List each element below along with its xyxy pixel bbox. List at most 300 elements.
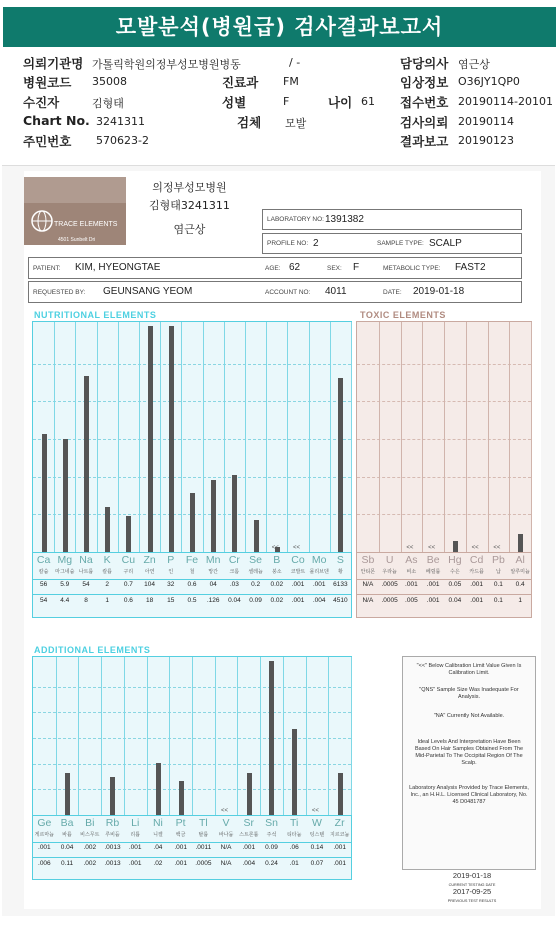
nutritional-symbol-fe: Fe xyxy=(185,554,199,566)
logo-text: TRACE ELEMENTS xyxy=(54,221,118,228)
toxic-reference-cd: .001 xyxy=(470,597,483,604)
toxic-name-al: 알루미늄 xyxy=(510,569,530,575)
toxic-result-as: .001 xyxy=(405,581,418,588)
toxic-result-pb: 0.1 xyxy=(493,581,503,588)
toxic-symbol-be: Be xyxy=(426,554,440,566)
nutritional-result-s: 6133 xyxy=(333,581,348,588)
additional-column-v xyxy=(215,657,239,815)
additional-reference-v: N/A xyxy=(220,860,232,867)
toxic-column-sb xyxy=(357,322,380,552)
nutritional-column-k xyxy=(97,322,119,552)
current-label: CURRENT TESTING DATE xyxy=(448,883,496,887)
additional-symbol-sn: Sn xyxy=(265,817,278,829)
toxic-symbol-as: As xyxy=(405,554,418,566)
req-date-label: 검사의뢰 xyxy=(400,115,449,130)
additional-row-divider xyxy=(33,842,351,843)
additional-name-sr: 스트론튬 xyxy=(239,832,259,838)
toxic-name-pb: 납 xyxy=(495,569,501,575)
logo-address: 4501 Sunbelt Dri xyxy=(58,237,96,243)
additional-reference-zr: .001 xyxy=(333,860,346,867)
sex-label: 성별 xyxy=(222,95,247,110)
additional-reference-ge: .006 xyxy=(38,860,51,867)
requested-row xyxy=(28,281,522,303)
trace-elements-logo xyxy=(24,177,126,245)
additional-result-pt: .001 xyxy=(174,844,187,851)
account-value: 4011 xyxy=(325,286,347,297)
nutritional-reference-cu: 0.6 xyxy=(123,597,133,604)
specimen-label: 검체 xyxy=(237,115,262,130)
toxic-reference-be: .001 xyxy=(426,597,440,604)
additional-result-tl: .0011 xyxy=(195,844,212,851)
additional-result-ba: 0.04 xyxy=(60,844,74,851)
requested-label: REQUESTED BY: xyxy=(33,289,86,296)
globe-icon xyxy=(30,209,54,233)
jumin-label: 주민번호 xyxy=(23,134,72,149)
nutritional-result-se: 0.2 xyxy=(251,581,261,588)
nutritional-name-mn: 망간 xyxy=(208,569,219,575)
toxic-row-divider xyxy=(357,552,531,553)
toxic-reference-u: .0005 xyxy=(381,597,398,604)
additional-column-ge xyxy=(33,657,57,815)
dept-value: FM xyxy=(283,75,299,88)
toxic-reference-as: .005 xyxy=(405,597,418,604)
additional-column-li xyxy=(124,657,148,815)
additional-result-ni: .04 xyxy=(153,844,163,851)
toxic-row-divider xyxy=(357,594,531,595)
toxic-symbol-sb: Sb xyxy=(361,554,375,566)
nutritional-result-zn: 104 xyxy=(144,581,156,588)
nutritional-name-fe: 철 xyxy=(189,569,195,575)
additional-bar-ba xyxy=(65,773,70,815)
additional-column-pt xyxy=(169,657,193,815)
nutritional-name-mg: 마그네슘 xyxy=(55,569,75,575)
additional-bar-pt xyxy=(179,781,184,815)
nutritional-symbol-co: Co xyxy=(291,554,305,566)
additional-name-v: 바나듐 xyxy=(218,832,234,838)
additional-symbol-tl: Tl xyxy=(198,817,208,829)
additional-column-w xyxy=(306,657,330,815)
nutritional-name-zn: 아연 xyxy=(144,569,155,575)
additional-result-zr: .001 xyxy=(333,844,346,851)
nutritional-result-mo: .001 xyxy=(312,581,326,588)
nutritional-column-na xyxy=(75,322,97,552)
lab-no-box xyxy=(262,209,522,230)
nutritional-symbol-na: Na xyxy=(79,554,93,566)
sex-label-en: SEX: xyxy=(327,265,342,272)
additional-symbol-w: W xyxy=(311,817,322,829)
nutritional-result-fe: 0.6 xyxy=(187,581,197,588)
previous-label: PREVIOUS TEST RESULTS xyxy=(447,899,497,903)
nutritional-reference-s: 4510 xyxy=(333,597,348,604)
date-label: DATE: xyxy=(383,289,402,296)
additional-row-divider xyxy=(33,857,351,858)
nutritional-reference-p: 15 xyxy=(167,597,175,604)
nutritional-row-divider xyxy=(33,594,351,595)
toxic-result-hg: 0.05 xyxy=(448,581,462,588)
nutritional-reference-k: 1 xyxy=(105,597,109,604)
specimen-value: 모발 xyxy=(285,117,307,130)
notes-box xyxy=(402,656,536,870)
patient-row xyxy=(28,257,522,279)
additional-result-sn: 0.09 xyxy=(265,844,278,851)
additional-name-sn: 주석 xyxy=(266,832,277,838)
toxic-name-be: 베릴륨 xyxy=(425,569,441,575)
report-date-value: 20190123 xyxy=(458,134,514,147)
lab-report-scan xyxy=(2,165,555,916)
nutritional-name-co: 코발트 xyxy=(290,569,306,575)
toxic-chart xyxy=(356,321,532,618)
nutritional-bar-zn xyxy=(148,326,153,552)
additional-row-divider xyxy=(33,815,351,816)
additional-reference-bi: .002 xyxy=(83,860,97,867)
nutritional-name-p: 인 xyxy=(168,569,174,575)
hosp-code-label: 병원코드 xyxy=(23,75,72,90)
nutritional-result-k: 2 xyxy=(105,581,109,588)
nutritional-bar-se xyxy=(254,520,259,552)
nutritional-reference-zn: 18 xyxy=(145,597,154,604)
nutritional-symbol-mg: Mg xyxy=(57,554,73,566)
nutritional-column-zn xyxy=(139,322,161,552)
profile-label: PROFILE NO: xyxy=(267,240,309,247)
nutritional-symbol-b: B xyxy=(273,554,281,566)
toxic-column-pb xyxy=(488,322,511,552)
toxic-column-u xyxy=(379,322,402,552)
additional-symbol-ba: Ba xyxy=(60,817,74,829)
toxic-reference-pb: 0.1 xyxy=(493,597,503,604)
org-extra: / - xyxy=(289,56,301,69)
toxic-row-divider xyxy=(357,579,531,580)
additional-name-ge: 게르마늄 xyxy=(34,832,54,838)
additional-name-rb: 루비듐 xyxy=(105,832,120,838)
additional-symbol-pt: Pt xyxy=(175,817,186,829)
note-qns: "QNS" Sample Size Was Inadequate For Analysis. xyxy=(419,687,519,700)
additional-column-bi xyxy=(78,657,102,815)
org-label: 의뢰기관명 xyxy=(23,56,84,71)
toxic-result-cd: .001 xyxy=(470,581,483,588)
toxic-result-sb: N/A xyxy=(362,581,374,588)
additional-bar-ti xyxy=(292,729,297,815)
nutritional-name-k: 칼륨 xyxy=(102,569,113,575)
additional-result-ti: .06 xyxy=(289,844,299,851)
additional-result-ge: .001 xyxy=(38,844,51,851)
nutritional-column-fe xyxy=(181,322,203,552)
toxic-reference-sb: N/A xyxy=(362,597,374,604)
nutritional-bar-p xyxy=(169,326,174,552)
accession-label: 접수번호 xyxy=(400,95,449,110)
nutritional-column-se xyxy=(245,322,267,552)
nutritional-bar-k xyxy=(105,507,110,552)
nutritional-bar-cr xyxy=(232,475,237,552)
additional-column-ti xyxy=(283,657,307,815)
additional-bar-ni xyxy=(156,763,161,815)
nutritional-reference-mo: .004 xyxy=(312,597,326,604)
additional-column-ni xyxy=(147,657,171,815)
additional-result-v: N/A xyxy=(220,844,232,851)
nutritional-reference-co: .001 xyxy=(291,597,305,604)
additional-name-ba: 바륨 xyxy=(62,832,72,838)
nutritional-reference-mg: 4.4 xyxy=(60,597,70,604)
additional-result-li: .001 xyxy=(128,844,142,851)
patient-value: KIM, HYEONGTAE xyxy=(75,262,161,273)
metabolic-value: FAST2 xyxy=(455,262,486,273)
additional-reference-li: .001 xyxy=(128,860,142,867)
nutritional-symbol-p: P xyxy=(167,554,175,566)
nutritional-symbol-zn: Zn xyxy=(143,554,156,566)
nutritional-symbol-cu: Cu xyxy=(121,554,136,566)
nutritional-symbol-k: K xyxy=(103,554,111,566)
nutritional-symbol-ca: Ca xyxy=(36,554,51,566)
lab-no-value: 1391382 xyxy=(325,214,364,225)
additional-reference-rb: .0013 xyxy=(104,860,121,867)
note-ideal-levels: Ideal Levels And Interpretation Have Been Based On Hair Samples Obtained From The Mid-Parietal To The Occipital Region Of The Scalp. xyxy=(414,739,524,766)
req-date-value: 20190114 xyxy=(458,115,514,128)
toxic-symbol-hg: Hg xyxy=(448,554,462,566)
toxic-low-marker-be: << xyxy=(428,545,436,551)
nutritional-bar-na xyxy=(84,376,89,552)
nutritional-low-marker-b: << xyxy=(271,545,279,551)
nutritional-column-s xyxy=(330,322,352,552)
additional-name-bi: 비스무트 xyxy=(80,832,100,838)
additional-column-zr xyxy=(328,657,352,815)
nutritional-result-na: 54 xyxy=(82,581,90,588)
toxic-column-al xyxy=(509,322,532,552)
profile-box xyxy=(262,233,522,254)
age-label: 나이 xyxy=(328,95,353,110)
chart-label: Chart No. xyxy=(23,113,90,128)
toxic-column-be xyxy=(422,322,445,552)
doctor-value: 염근상 xyxy=(458,58,490,71)
nutritional-column-mg xyxy=(54,322,76,552)
nutritional-chart xyxy=(32,321,352,618)
additional-reference-tl: .0005 xyxy=(195,860,212,867)
nutritional-symbol-mn: Mn xyxy=(205,554,221,566)
additional-reference-sr: .004 xyxy=(242,860,256,867)
nutritional-column-cr xyxy=(224,322,246,552)
additional-symbol-ge: Ge xyxy=(37,817,52,829)
additional-symbol-sr: Sr xyxy=(243,817,255,829)
toxic-column-hg xyxy=(444,322,467,552)
current-date: 2017-09-25 xyxy=(452,887,492,896)
nutritional-reference-b: 0.02 xyxy=(270,597,284,604)
toxic-name-as: 비소 xyxy=(406,569,417,575)
toxic-bar-al xyxy=(518,534,523,552)
additional-column-sn xyxy=(260,657,284,815)
additional-symbol-ti: Ti xyxy=(290,817,299,829)
additional-name-ti: 티타늄 xyxy=(286,832,302,838)
toxic-name-cd: 카드뮴 xyxy=(469,569,484,575)
receiver-label: 수진자 xyxy=(23,95,60,110)
note-laboratory: Laboratory Analysis Provided by Trace Elements, Inc., an H.H.L. Licensed Clinical Laboratory, No. 45 D0481787 xyxy=(409,785,529,805)
nutritional-reference-mn: .126 xyxy=(206,597,220,604)
nutritional-column-ca xyxy=(33,322,55,552)
nutritional-bar-mn xyxy=(211,480,216,552)
clinic-value: O36JY1QP0 xyxy=(458,75,520,88)
additional-reference-ni: .02 xyxy=(153,860,163,867)
additional-result-rb: .0013 xyxy=(104,844,121,851)
toxic-column-cd xyxy=(466,322,489,552)
nutritional-column-cu xyxy=(118,322,140,552)
hosp-code-value: 35008 xyxy=(92,75,127,88)
lab-report-page xyxy=(24,171,541,909)
nutritional-name-mo: 몰리브덴 xyxy=(309,569,329,575)
additional-symbol-li: Li xyxy=(131,817,140,829)
nutritional-name-b: 붕소 xyxy=(271,569,282,575)
additional-reference-w: 0.07 xyxy=(310,860,324,867)
additional-name-li: 리튬 xyxy=(130,832,141,838)
nutritional-bar-s xyxy=(338,378,343,552)
nutritional-bar-fe xyxy=(190,493,195,552)
nutritional-result-ca: 56 xyxy=(39,581,48,588)
additional-result-bi: .002 xyxy=(83,844,97,851)
additional-reference-ti: .01 xyxy=(289,860,299,867)
additional-column-rb xyxy=(101,657,125,815)
nutritional-reference-ca: 54 xyxy=(39,597,48,604)
toxic-symbol-pb: Pb xyxy=(491,554,505,566)
age-label-en: AGE: xyxy=(265,265,281,272)
metabolic-label: METABOLIC TYPE: xyxy=(383,265,441,272)
sex-value-en: F xyxy=(353,262,360,273)
age-value-en: 62 xyxy=(289,262,301,273)
additional-symbol-v: V xyxy=(222,817,230,829)
sample-label: SAMPLE TYPE: xyxy=(377,240,424,247)
nutritional-row-divider xyxy=(33,552,351,553)
stamp-patient: 김형태3241311 xyxy=(149,199,230,212)
toxic-name-hg: 수은 xyxy=(450,569,460,575)
clinic-label: 임상정보 xyxy=(400,75,449,90)
receiver-value: 김형태 xyxy=(92,97,124,110)
note-calibration: "<<" Below Calibration Limit Value Given Is Calibration Limit. xyxy=(416,663,522,676)
additional-low-marker-v: << xyxy=(221,808,229,814)
nutritional-reference-se: 0.09 xyxy=(249,597,262,604)
date-value: 2019-01-18 xyxy=(413,286,465,297)
nutritional-symbol-se: Se xyxy=(249,554,263,566)
nutritional-symbol-mo: Mo xyxy=(311,554,327,566)
nutritional-symbol-s: S xyxy=(336,554,344,566)
nutritional-name-ca: 칼슘 xyxy=(38,569,49,575)
nutritional-result-cr: .03 xyxy=(229,581,239,588)
toxic-bar-hg xyxy=(453,541,458,552)
toxic-low-marker-as: << xyxy=(406,545,414,551)
sex-value: F xyxy=(283,95,290,108)
additional-title: ADDITIONAL ELEMENTS xyxy=(34,645,151,655)
nutritional-bar-mg xyxy=(63,439,68,552)
nutritional-name-se: 셀레늄 xyxy=(248,569,263,575)
nutritional-name-na: 나트륨 xyxy=(78,569,94,575)
additional-symbol-bi: Bi xyxy=(85,817,95,829)
toxic-name-u: 우라늄 xyxy=(382,569,397,575)
nutritional-result-cu: 0.7 xyxy=(123,581,133,588)
additional-chart xyxy=(32,656,352,880)
additional-name-w: 텅스텐 xyxy=(309,832,325,838)
additional-reference-pt: .001 xyxy=(174,860,187,867)
additional-low-marker-w: << xyxy=(311,808,319,814)
additional-name-tl: 탈륨 xyxy=(198,832,209,838)
nutritional-result-mn: 04 xyxy=(209,581,217,588)
nutritional-result-co: .001 xyxy=(291,581,305,588)
org-value: 가톨릭학원의정부성모병원병동 xyxy=(92,58,241,71)
nutritional-reference-fe: 0.5 xyxy=(187,597,197,604)
nutritional-column-mo xyxy=(309,322,331,552)
additional-bar-sr xyxy=(247,773,252,815)
additional-reference-sn: 0.24 xyxy=(265,860,278,867)
account-label: ACCOUNT NO: xyxy=(265,289,311,296)
requested-value: GEUNSANG YEOM xyxy=(103,286,193,297)
report-date-label: 결과보고 xyxy=(400,134,449,149)
stamp-hospital: 의정부성모병원 xyxy=(152,181,227,194)
patient-label: PATIENT: xyxy=(33,265,61,272)
sample-value: SCALP xyxy=(429,238,462,249)
nutritional-reference-cr: 0.04 xyxy=(228,597,241,604)
lab-no-label: LABORATORY NO: xyxy=(267,216,324,223)
toxic-low-marker-cd: << xyxy=(471,545,479,551)
additional-name-pt: 백금 xyxy=(175,832,186,838)
additional-name-zr: 지르코늄 xyxy=(329,832,350,838)
stamp-doctor: 염근상 xyxy=(173,223,206,236)
nutritional-row-divider xyxy=(33,579,351,580)
age-value: 61 xyxy=(361,95,375,108)
report-header xyxy=(0,52,559,152)
nutritional-bar-cu xyxy=(126,516,131,552)
chart-value: 3241311 xyxy=(96,115,145,128)
jumin-value: 570623-2 xyxy=(96,134,149,147)
additional-column-sr xyxy=(237,657,261,815)
nutritional-result-b: 0.02 xyxy=(270,581,284,588)
additional-symbol-ni: Ni xyxy=(152,817,163,829)
nutritional-name-cu: 구리 xyxy=(123,569,134,575)
toxic-result-al: 0.4 xyxy=(515,581,525,588)
toxic-name-sb: 안티몬 xyxy=(360,569,376,575)
toxic-result-u: .0005 xyxy=(381,581,398,588)
toxic-title: TOXIC ELEMENTS xyxy=(360,310,446,320)
profile-value: 2 xyxy=(313,238,319,249)
toxic-reference-al: 1 xyxy=(518,597,522,604)
nutritional-name-s: 황 xyxy=(337,569,343,575)
additional-bar-sn xyxy=(269,661,274,815)
toxic-reference-hg: 0.04 xyxy=(448,597,462,604)
dept-label: 진료과 xyxy=(222,75,259,90)
additional-column-tl xyxy=(192,657,216,815)
toxic-symbol-u: U xyxy=(385,554,394,566)
toxic-low-marker-pb: << xyxy=(493,545,501,551)
additional-symbol-zr: Zr xyxy=(334,817,345,829)
additional-column-ba xyxy=(56,657,80,815)
nutritional-bar-ca xyxy=(42,434,47,552)
additional-result-sr: .001 xyxy=(242,844,256,851)
nutritional-result-p: 32 xyxy=(167,581,175,588)
nutritional-column-p xyxy=(160,322,182,552)
signature-date: 2019-01-18 xyxy=(452,871,492,880)
nutritional-name-cr: 크롬 xyxy=(229,569,240,575)
additional-reference-ba: 0.11 xyxy=(60,860,74,867)
report-title: 모발분석(병원급) 검사결과보고서 xyxy=(3,7,556,47)
nutritional-column-mn xyxy=(203,322,225,552)
additional-bar-rb xyxy=(110,777,115,816)
toxic-symbol-al: Al xyxy=(515,554,525,566)
additional-result-w: 0.14 xyxy=(310,844,324,851)
toxic-column-as xyxy=(401,322,424,552)
nutritional-result-mg: 5.9 xyxy=(60,581,70,588)
doctor-label: 담당의사 xyxy=(400,56,449,71)
note-na: "NA" Currently Not Available. xyxy=(433,713,505,719)
nutritional-low-marker-co: << xyxy=(292,545,300,551)
toxic-result-be: .001 xyxy=(426,581,440,588)
additional-bar-zr xyxy=(338,773,343,815)
nutritional-symbol-cr: Cr xyxy=(228,554,240,566)
toxic-symbol-cd: Cd xyxy=(469,554,484,566)
accession-value: 20190114-20101 xyxy=(458,95,553,108)
additional-symbol-rb: Rb xyxy=(105,817,120,829)
hospital-stamp xyxy=(149,179,230,239)
